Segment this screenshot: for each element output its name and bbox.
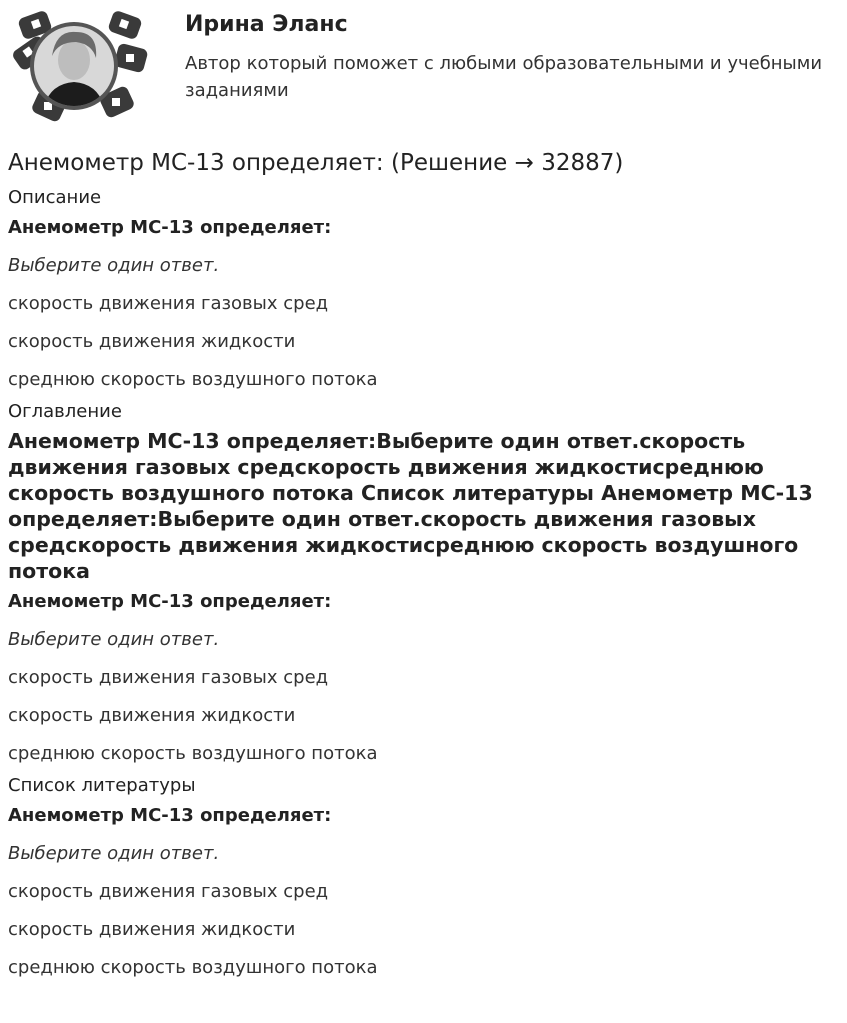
question-hint: Выберите один ответ. [8,843,220,864]
section-label-toc: Оглавление [8,401,122,422]
question-option: скорость движения жидкости [8,331,296,352]
author-description: Автор который поможет с любыми образовательными и учебными заданиями [185,53,823,101]
toc-text: Анемометр МС-13 определяет:Выберите один ответ.скорость движения газовых средскорость движения жидкостисреднюю скорость воздушного потока Список литературы Анемометр МС-13 определяет:Выберите один ответ.скорость движения газовых средскорость движения жидкостисреднюю скорость воздушного потока [8,429,813,583]
question-option: скорость движения жидкости [8,705,296,726]
author-name: Ирина Эланс [185,12,348,37]
author-avatar [6,6,152,128]
question-option: среднюю скорость воздушного потока [8,369,378,390]
question-title: Анемометр МС-13 определяет: [8,805,332,826]
question-title: Анемометр МС-13 определяет: [8,217,332,238]
page-title: Анемометр МС-13 определяет: (Решение → 32887) [8,150,624,176]
question-option: скорость движения газовых сред [8,293,329,314]
section-label-references: Список литературы [8,775,196,796]
question-option: среднюю скорость воздушного потока [8,957,378,978]
question-title: Анемометр МС-13 определяет: [8,591,332,612]
author-card [0,0,847,130]
question-option: скорость движения газовых сред [8,881,329,902]
main-content [0,148,847,980]
question-option: скорость движения газовых сред [8,667,329,688]
section-label-description: Описание [8,187,102,208]
question-hint: Выберите один ответ. [8,255,220,276]
question-option: среднюю скорость воздушного потока [8,743,378,764]
question-option: скорость движения жидкости [8,919,296,940]
question-hint: Выберите один ответ. [8,629,220,650]
